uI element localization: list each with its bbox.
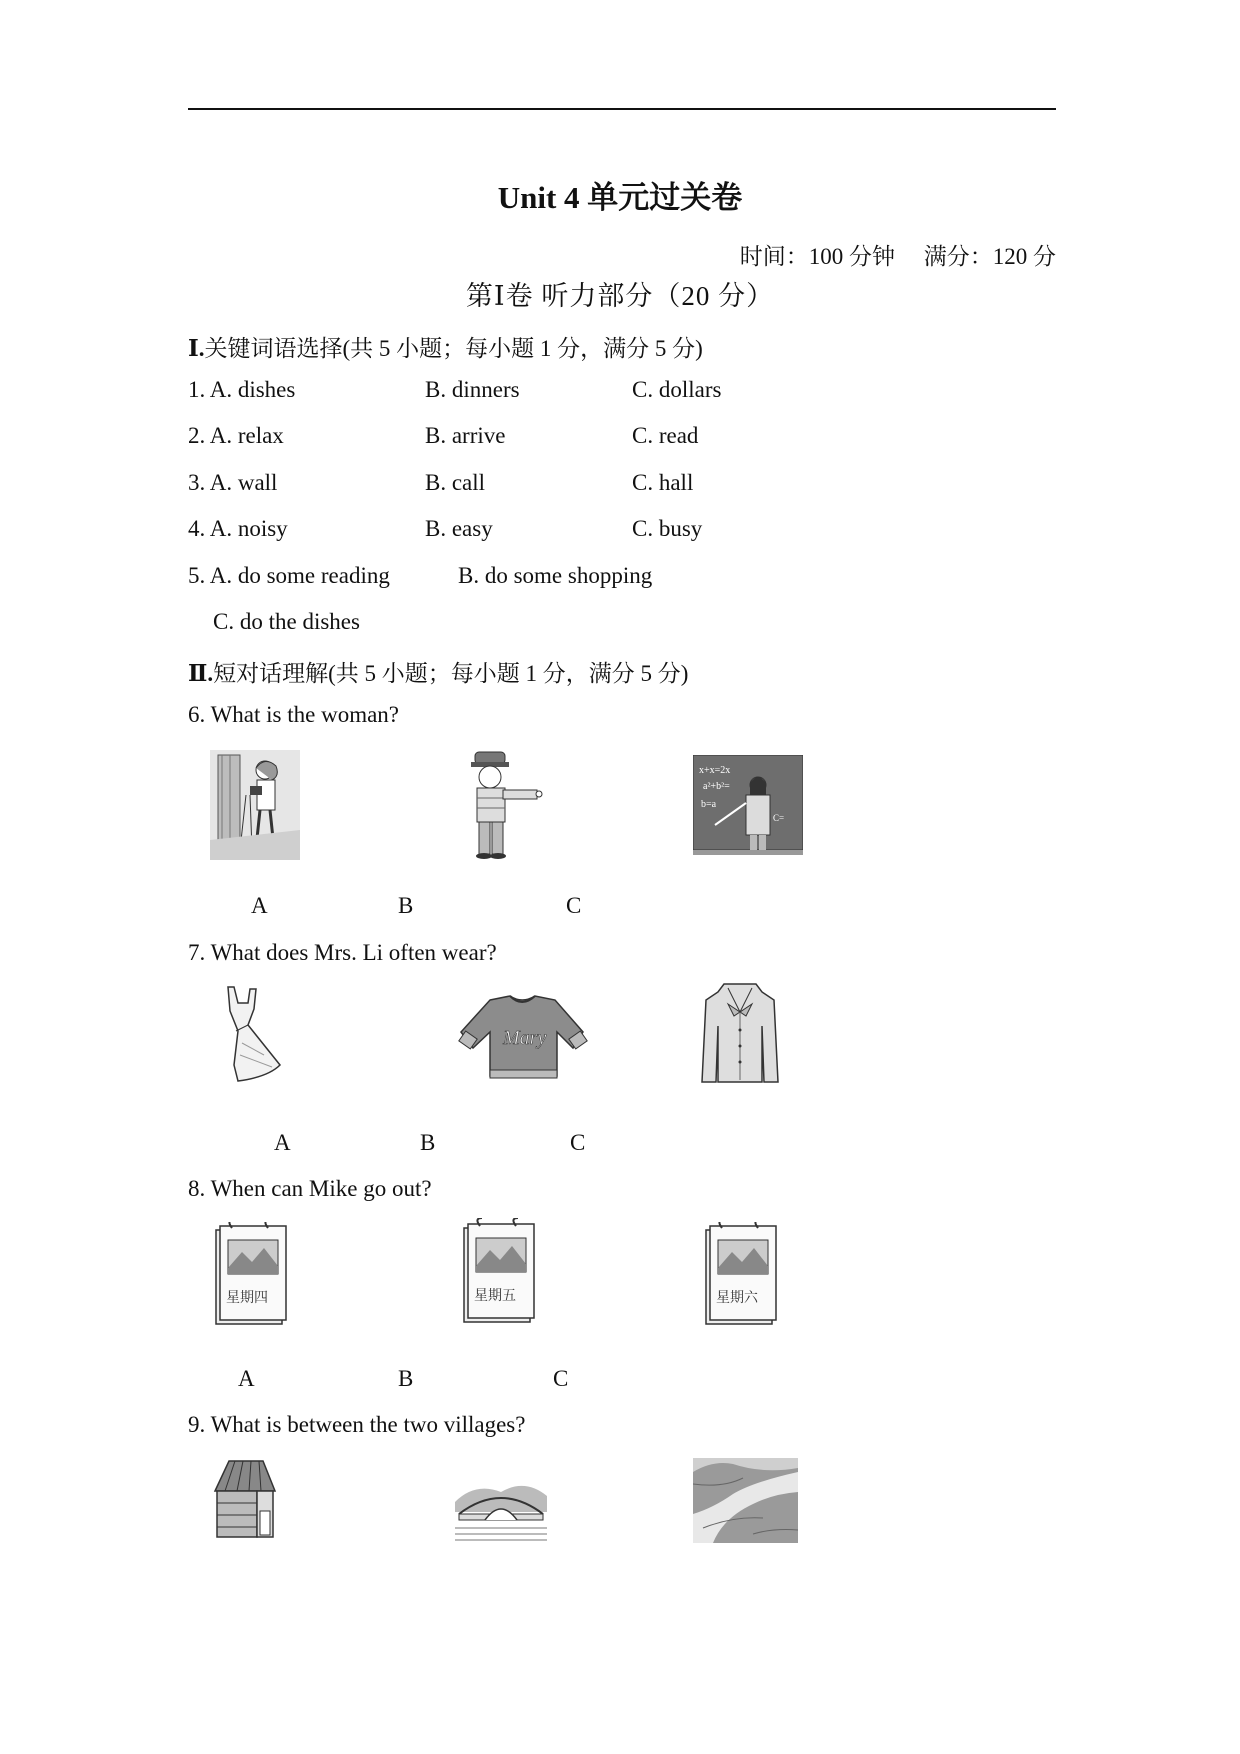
q6-picture-c-teacher bbox=[693, 755, 803, 855]
time-info: 时间：100 分钟 满分：120 分 bbox=[739, 244, 1056, 269]
page-title: Unit 4 单元过关卷 bbox=[497, 180, 743, 215]
svg-text:a²+b²=: a²+b²= bbox=[703, 781, 730, 792]
svg-text:C=: C= bbox=[773, 813, 785, 823]
q4-option-b: B. easy bbox=[425, 516, 493, 541]
q6-picture-a-woman-photographer bbox=[210, 750, 300, 860]
q7-picture-b-sweater bbox=[455, 992, 590, 1082]
calendar-day-c: 星期六 bbox=[716, 1290, 758, 1306]
q4-option-c: C. busy bbox=[632, 516, 703, 541]
q5-option-a: 5. A. do some reading bbox=[188, 563, 390, 588]
q7-label-c: C bbox=[570, 1130, 586, 1155]
q8-question: 8. When can Mike go out? bbox=[188, 1176, 432, 1201]
q3-option-b: B. call bbox=[425, 470, 486, 495]
calendar-day-b: 星期五 bbox=[474, 1288, 516, 1304]
q6-label-b: B bbox=[398, 893, 414, 918]
q6-label-c: C bbox=[566, 893, 582, 918]
q2-option-c: C. read bbox=[632, 423, 699, 448]
q7-label-b: B bbox=[420, 1130, 436, 1155]
q4-option-a: 4. A. noisy bbox=[188, 516, 288, 541]
q1-option-a: 1. A. dishes bbox=[188, 377, 296, 402]
q7-picture-a-dress bbox=[208, 985, 303, 1085]
q7-picture-c-blouse bbox=[700, 982, 780, 1087]
q2-option-a: 2. A. relax bbox=[188, 423, 284, 448]
q6-label-a: A bbox=[251, 893, 268, 918]
q8-picture-c-calendar bbox=[702, 1222, 782, 1327]
section-2-text: 短对话理解(共 5 小题；每小题 1 分，满分 5 分) bbox=[213, 661, 689, 686]
q3-option-c: C. hall bbox=[632, 470, 694, 495]
q3-option-a: 3. A. wall bbox=[188, 470, 278, 495]
section-1-text: 关键词语选择(共 5 小题；每小题 1 分，满分 5 分) bbox=[204, 336, 703, 361]
q9-picture-a-house bbox=[205, 1457, 280, 1542]
q6-picture-b-policeman bbox=[455, 750, 545, 860]
q9-question: 9. What is between the two villages? bbox=[188, 1412, 526, 1437]
q1-option-b: B. dinners bbox=[425, 377, 520, 402]
header-rule bbox=[188, 108, 1056, 110]
q8-picture-b-calendar bbox=[460, 1218, 540, 1328]
q9-picture-b-bridge bbox=[455, 1472, 547, 1542]
svg-text:b=a: b=a bbox=[701, 799, 717, 810]
section-2-number: Ⅱ. bbox=[188, 661, 214, 686]
q8-label-c: C bbox=[553, 1366, 569, 1391]
q7-question: 7. What does Mrs. Li often wear? bbox=[188, 940, 497, 965]
calendar-day-a: 星期四 bbox=[226, 1290, 268, 1306]
section-1-heading bbox=[188, 330, 703, 363]
q9-picture-c-river bbox=[693, 1458, 798, 1543]
q8-picture-a-calendar bbox=[212, 1222, 292, 1327]
q7-label-a: A bbox=[274, 1130, 291, 1155]
section-1-number: Ⅰ. bbox=[188, 336, 205, 361]
q8-label-a: A bbox=[238, 1366, 255, 1391]
q5-option-b: B. do some shopping bbox=[458, 563, 653, 588]
part-title: 第Ⅰ卷 听力部分（20 分） bbox=[465, 281, 775, 311]
q6-question: 6. What is the woman? bbox=[188, 702, 399, 727]
svg-text:x+x=2x: x+x=2x bbox=[699, 765, 731, 776]
section-2-heading bbox=[188, 655, 688, 688]
sweater-text: Mary bbox=[503, 1027, 547, 1049]
q5-option-c: C. do the dishes bbox=[213, 609, 360, 634]
q8-label-b: B bbox=[398, 1366, 414, 1391]
q1-option-c: C. dollars bbox=[632, 377, 722, 402]
q2-option-b: B. arrive bbox=[425, 423, 506, 448]
